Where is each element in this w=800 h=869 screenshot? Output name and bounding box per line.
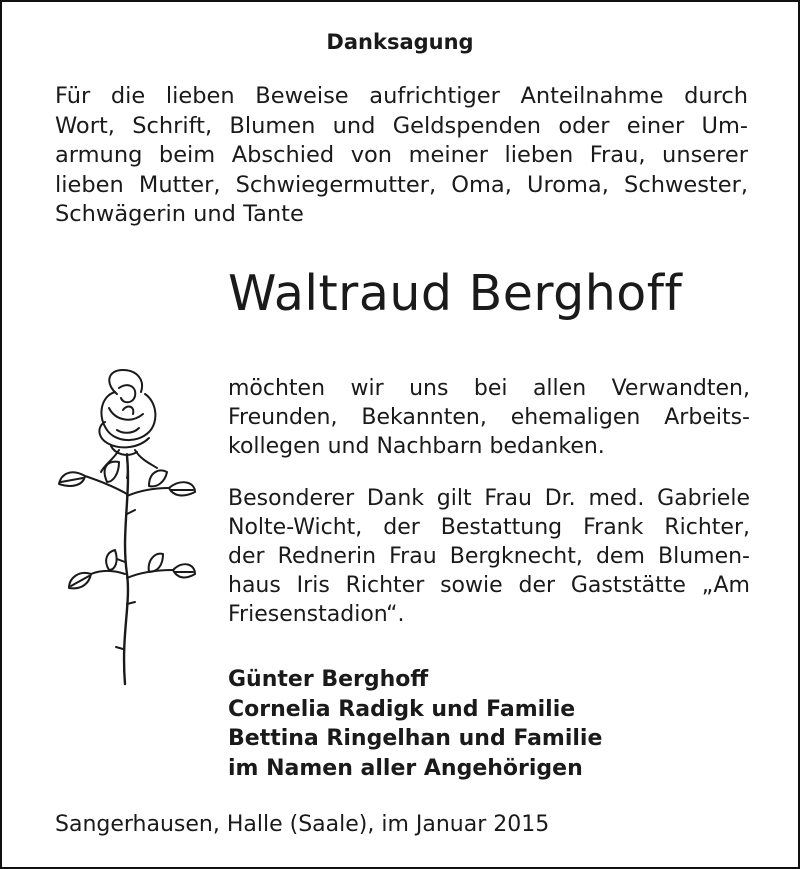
thanks-line: kollegen und Nachbarn bedanken. [228, 434, 605, 459]
intro-line: Wort, Schrift, Blumen und Geldspenden oder einer Um- [55, 112, 748, 139]
rose-icon [57, 364, 197, 694]
special-thanks-line: haus Iris Richter sowie der Gaststätte „Am [228, 573, 750, 598]
signer-name: Günter Berghoff [228, 667, 429, 692]
intro-line: armung beim Abschied von meiner lieben Frau, unserer [55, 142, 748, 168]
signers-block [228, 665, 602, 783]
signer-name: im Namen aller Angehörigen [228, 755, 583, 781]
intro-line: lieben Mutter, Schwiegermutter, Oma, Uroma, Schwester, [55, 171, 748, 198]
special-thanks-line: Nolte-Wicht, der Bestattung Frank Richter, [228, 515, 750, 540]
special-thanks-line: Besonderer Dank gilt Frau Dr. med. Gabriele [228, 486, 750, 511]
notice-heading: Danksagung [326, 30, 474, 54]
thanks-line: Freunden, Bekannten, ehemaligen Arbeits- [228, 405, 750, 430]
signer-name: Bettina Ringelhan und Familie [228, 726, 603, 751]
special-thanks-paragraph [228, 484, 750, 629]
signer-name: Cornelia Radigk und Familie [228, 696, 576, 722]
special-thanks-line: der Rednerin Frau Bergknecht, dem Blumen- [228, 544, 750, 569]
deceased-name: Waltraud Berghoff [228, 265, 683, 322]
intro-line: Für die lieben Beweise aufrichtiger Anteilnahme durch [55, 83, 748, 109]
intro-line: Schwägerin und Tante [55, 201, 304, 227]
thanks-line: möchten wir uns bei allen Verwandten, [228, 376, 750, 401]
place-date: Sangerhausen, Halle (Saale), im Januar 2015 [55, 812, 550, 837]
intro-paragraph [55, 82, 748, 230]
thanks-paragraph [228, 374, 750, 461]
special-thanks-line: Friesenstadion“. [228, 602, 405, 627]
